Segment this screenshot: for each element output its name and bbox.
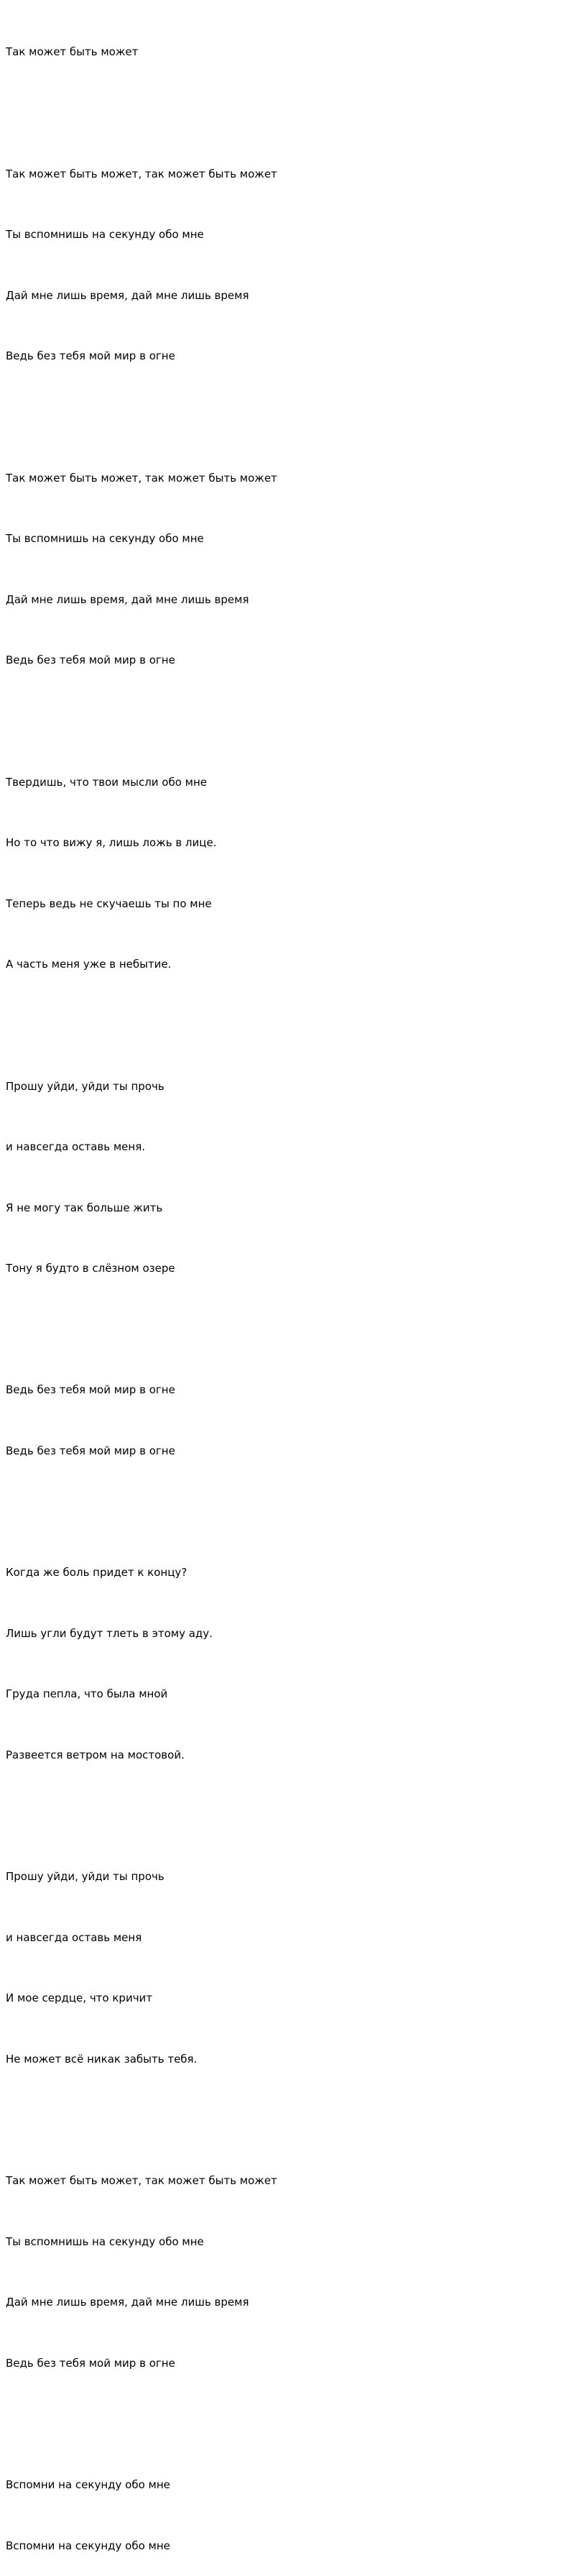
blank-line (6, 711, 573, 731)
lyrics-line: А часть меня уже в небытие. (6, 958, 172, 971)
lyrics-line: Ведь без тебя мой мир в огне (6, 1383, 175, 1397)
lyrics-line: Я не могу так больше жить (6, 1201, 163, 1214)
blank-line (6, 407, 573, 427)
lyrics-line: Так может быть может, так может быть может (6, 2174, 277, 2188)
lyrics-line: И мое сердце, что кричит (6, 1991, 153, 2005)
lyrics-line: Развеется ветром на мостовой. (6, 1748, 185, 1762)
lyrics-line: Ты вспомнишь на секунду обо мне (6, 2234, 204, 2248)
lyrics-line: Так может быть может, так может быть может (6, 471, 277, 485)
lyrics-line: Так может быть может, так может быть может (6, 167, 277, 180)
lyrics-line: и навсегда оставь меня. (6, 1140, 145, 1154)
lyrics-line: Дай мне лишь время, дай мне лишь время (6, 592, 249, 606)
lyrics-line: Теперь ведь не скучаешь ты по мне (6, 897, 212, 910)
lyrics-line: Твердишь, что твои мысли обо мне (6, 775, 208, 789)
lyrics-line: Лишь угли будут тлеть в этому аду. (6, 1626, 213, 1640)
lyrics-line: Вспомни на секунду обо мне (6, 2539, 170, 2552)
lyrics-line: Дай мне лишь время, дай мне лишь время (6, 2296, 249, 2309)
lyrics-line: Ты вспомнишь на секунду обо мне (6, 532, 204, 546)
lyrics-text (6, 1, 573, 2576)
blank-line (6, 2110, 573, 2130)
lyrics-line: Прошу уйди, уйди ты прочь (6, 1870, 165, 1884)
lyrics-line: Когда же боль придет к концу? (6, 1566, 187, 1580)
lyrics-line: Груда пепла, что была мной (6, 1687, 168, 1701)
lyrics-line: Так может быть может (6, 45, 139, 59)
blank-line (6, 1806, 573, 1826)
lyrics-line: Тону я будто в слёзном озере (6, 1262, 175, 1275)
blank-line (6, 1502, 573, 1522)
lyrics-line: Ты вспомнишь на секунду обо мне (6, 228, 204, 242)
lyrics-line: Но то что вижу я, лишь ложь в лице. (6, 836, 217, 850)
lyrics-line: Дай мне лишь время, дай мне лишь время (6, 288, 249, 302)
blank-line (6, 1015, 573, 1035)
lyrics-line: Не может всё никак забыть тебя. (6, 2053, 198, 2066)
blank-line (6, 1319, 573, 1339)
lyrics-line: Ведь без тебя мой мир в огне (6, 2356, 175, 2370)
lyrics-line: Вспомни на секунду обо мне (6, 2478, 170, 2492)
lyrics-line: и навсегда оставь меня (6, 1930, 142, 1944)
lyrics-line: Ведь без тебя мой мир в огне (6, 1444, 175, 1458)
blank-line (6, 2414, 573, 2434)
lyrics-line: Прошу уйди, уйди ты прочь (6, 1079, 165, 1093)
blank-line (6, 103, 573, 123)
lyrics-line: Ведь без тебя мой мир в огне (6, 349, 175, 363)
lyrics-line: Ведь без тебя мой мир в огне (6, 654, 175, 667)
